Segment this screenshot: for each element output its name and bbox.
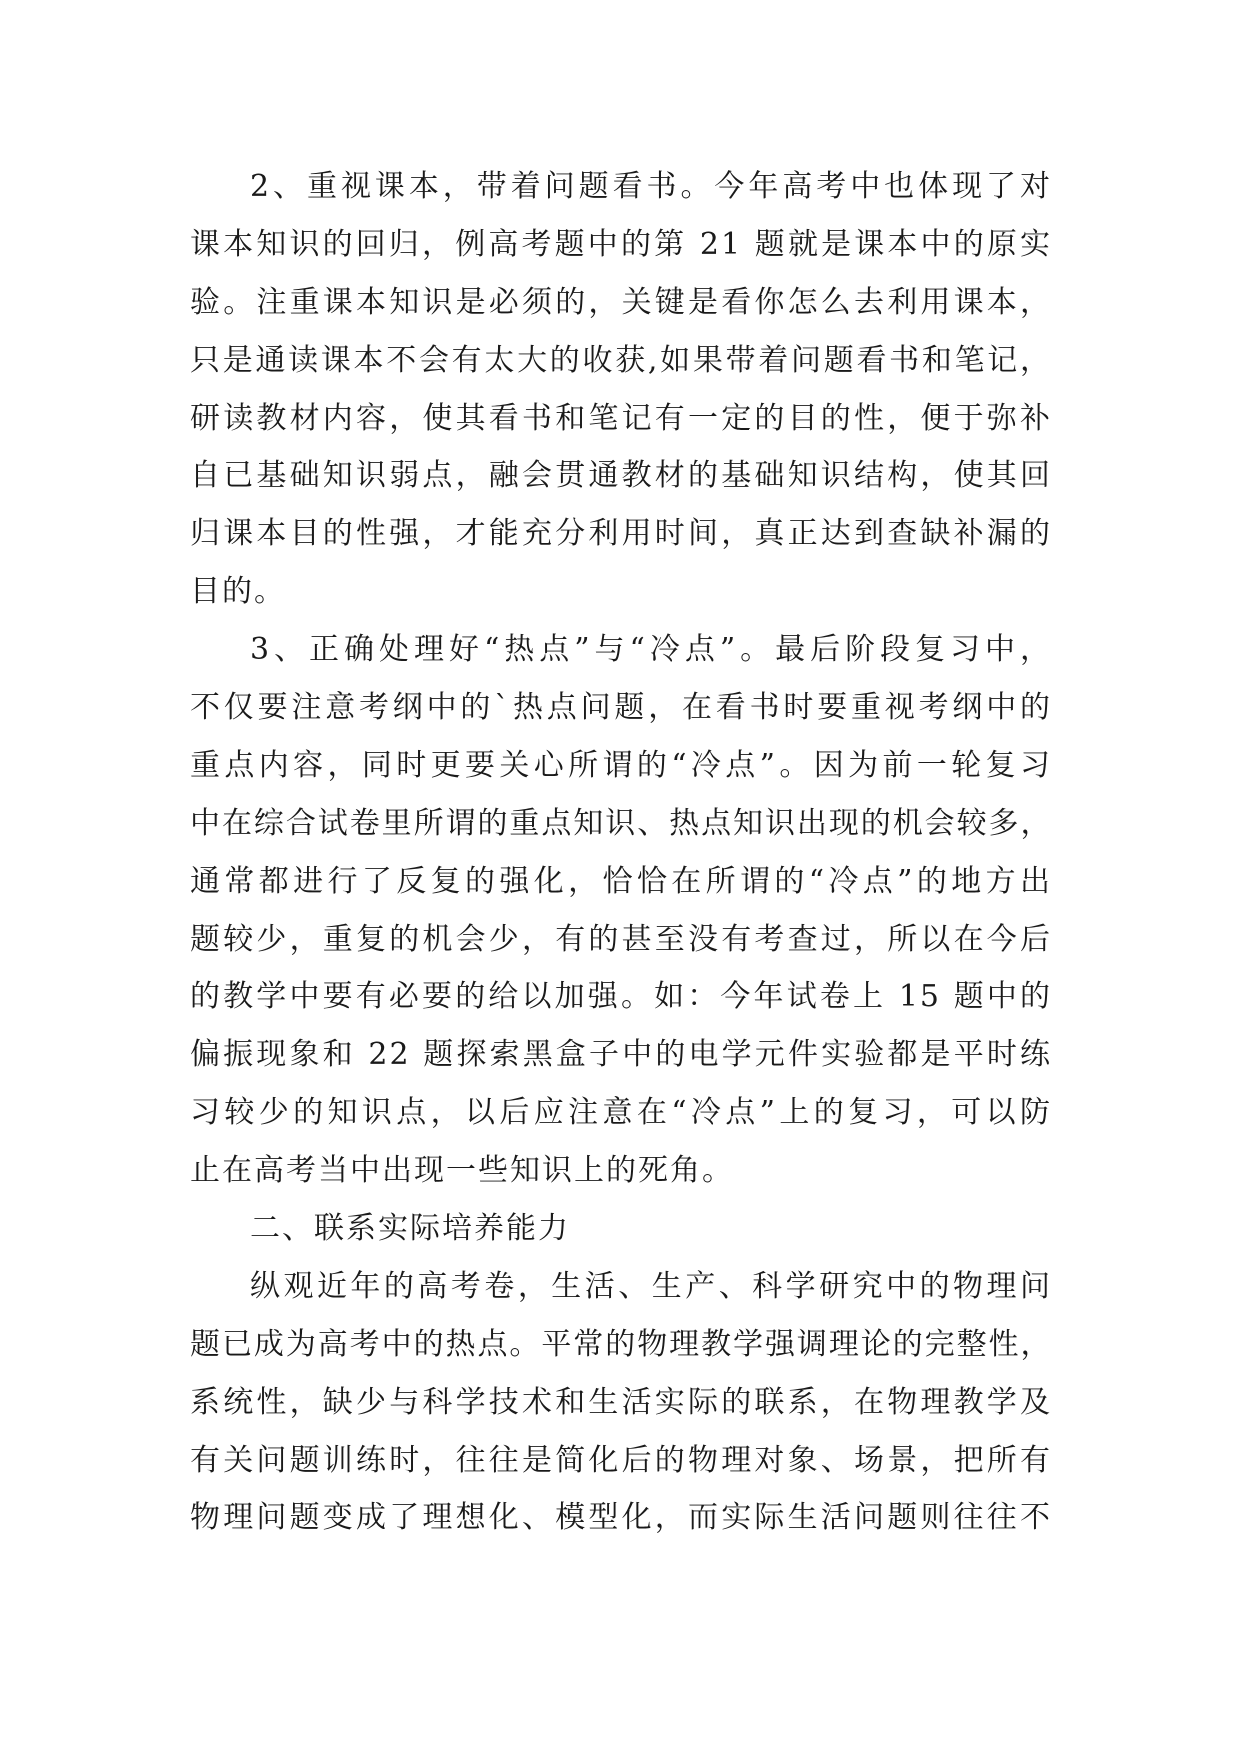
text-line: 题已成为高考中的热点。平常的物理教学强调理论的完整性， [190,1326,1052,1362]
text-line: 二、联系实际培养能力 [250,1211,570,1247]
text-line: 不仅要注意考纲中的`热点问题，在看书时要重视考纲中的 [190,690,1052,726]
text-line: 纵观近年的高考卷，生活、生产、科学研究中的物理问 [250,1268,1052,1304]
text-line: 自已基础知识弱点，融会贯通教材的基础知识结构，使其回 [190,458,1052,494]
text-line: 的教学中要有必要的给以加强。如：今年试卷上 15 题中的 [190,979,1052,1015]
document-body [190,158,1052,1547]
text-line: 物理问题变成了理想化、模型化，而实际生活问题则往往不 [190,1500,1052,1536]
text-line: 止在高考当中出现一些知识上的死角。 [190,1153,734,1189]
text-line: 系统性，缺少与科学技术和生活实际的联系，在物理教学及 [190,1384,1052,1420]
text-line: 题较少，重复的机会少，有的甚至没有考查过，所以在今后 [190,921,1052,957]
text-line: 目的。 [190,574,286,610]
text-line: 中在综合试卷里所谓的重点知识、热点知识出现的机会较多， [190,805,1052,841]
text-line: 通常都进行了反复的强化，恰恰在所谓的“冷点”的地方出 [190,863,1052,899]
text-line: 3、正确处理好“热点”与“冷点”。最后阶段复习中， [250,632,1052,668]
text-line: 验。注重课本知识是必须的，关键是看你怎么去利用课本， [190,284,1052,320]
text-line: 有关问题训练时，往往是简化后的物理对象、场景，把所有 [190,1442,1052,1478]
text-line: 课本知识的回归，例高考题中的第 21 题就是课本中的原实 [190,226,1052,262]
text-line: 习较少的知识点，以后应注意在“冷点”上的复习，可以防 [190,1095,1052,1131]
text-line: 归课本目的性强，才能充分利用时间，真正达到查缺补漏的 [190,516,1052,552]
text-line: 2、重视课本，带着问题看书。今年高考中也体现了对 [250,169,1052,204]
text-line: 偏振现象和 22 题探索黑盒子中的电学元件实验都是平时练 [190,1037,1052,1073]
text-line: 研读教材内容，使其看书和笔记有一定的目的性，便于弥补 [190,400,1052,436]
text-line: 只是通读课本不会有太大的收获,如果带着问题看书和笔记， [190,342,1052,378]
text-line: 重点内容，同时更要关心所谓的“冷点”。因为前一轮复习 [190,747,1052,783]
